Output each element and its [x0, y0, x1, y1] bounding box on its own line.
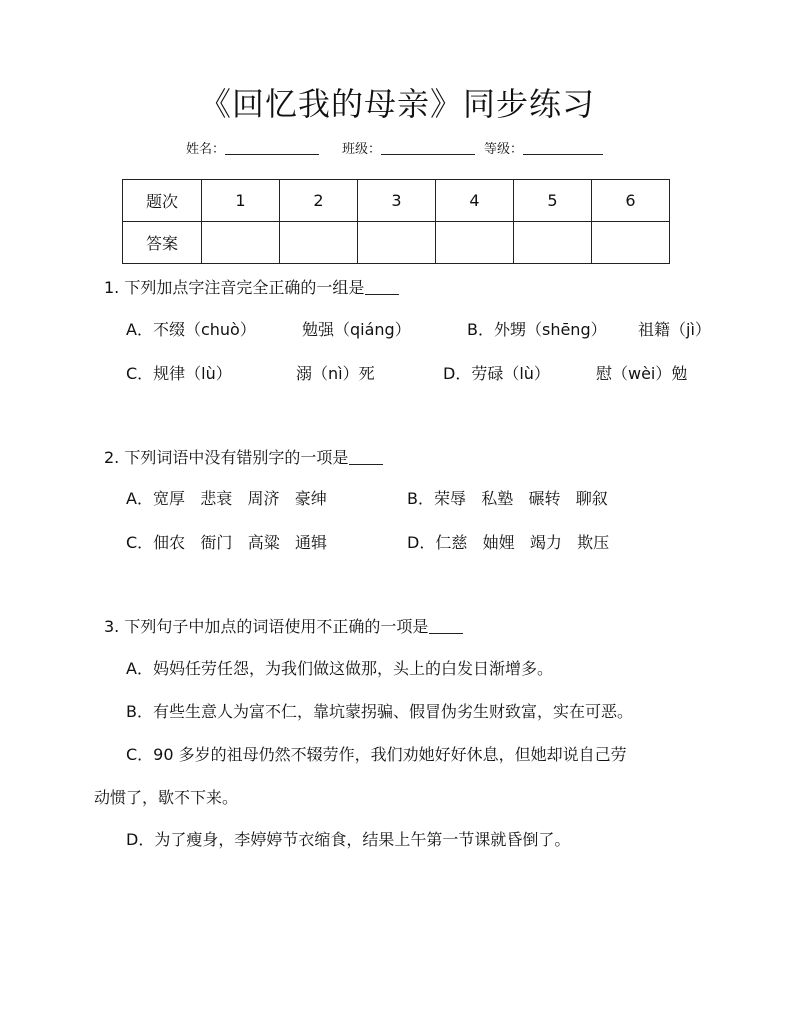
- question-1-text: 1. 下列加点字注音完全正确的一组是: [104, 278, 365, 297]
- q1-option-c: C．规律（lù）: [126, 364, 232, 383]
- question-1-stem: [104, 277, 399, 299]
- grade-blank[interactable]: [523, 140, 603, 155]
- q2-option-a: A．宽厚 悲衰 周济 豪绅: [126, 489, 327, 508]
- q3-option-c-continued: 动惯了，歇不下来。: [94, 788, 239, 807]
- class-label: 班级：: [342, 142, 382, 157]
- answer-cell[interactable]: [280, 222, 358, 264]
- answer-cell[interactable]: [358, 222, 436, 264]
- question-2-text: 2. 下列词语中没有错别字的一项是: [104, 448, 349, 467]
- class-field: [342, 140, 475, 159]
- question-3-stem: [104, 616, 463, 638]
- question-3-answer-blank[interactable]: [429, 617, 463, 634]
- grade-field: [484, 140, 603, 159]
- question-3-text: 3. 下列句子中加点的词语使用不正确的一项是: [104, 617, 429, 636]
- name-blank[interactable]: [225, 140, 319, 155]
- answer-cell[interactable]: [514, 222, 592, 264]
- q2-option-b: B．荣辱 私塾 碾转 聊叙: [407, 489, 608, 508]
- question-number: 2: [280, 180, 358, 222]
- q3-option-a: A．妈妈任劳任怨，为我们做这做那，头上的白发日渐增多。: [126, 659, 553, 678]
- class-blank[interactable]: [381, 140, 475, 155]
- q2-option-c: C．佃农 衙门 高粱 通辑: [126, 533, 327, 552]
- answer-cell[interactable]: [202, 222, 280, 264]
- question-number: 4: [436, 180, 514, 222]
- grade-label: 等级：: [484, 142, 524, 157]
- question-number: 6: [592, 180, 670, 222]
- q1-option-b: B．外甥（shēng）: [467, 320, 607, 339]
- name-field: [186, 140, 319, 159]
- q3-option-c: C．90 多岁的祖母仍然不辍劳作，我们劝她好好休息，但她却说自己劳: [126, 745, 627, 764]
- q1-option-a: A．不缀（chuò）: [126, 320, 256, 339]
- answer-cell[interactable]: [436, 222, 514, 264]
- q1-option-d-2: 慰（wèi）勉: [596, 364, 688, 383]
- row-header-answer: 答案: [123, 222, 202, 264]
- q1-option-a-2: 勉强（qiáng）: [302, 320, 411, 339]
- q3-option-b: B．有些生意人为富不仁，靠坑蒙拐骗、假冒伪劣生财致富，实在可恶。: [126, 702, 633, 721]
- name-label: 姓名：: [186, 142, 226, 157]
- q1-option-b-2: 祖籍（jì）: [638, 320, 711, 339]
- q1-option-c-2: 溺（nì）死: [296, 364, 375, 383]
- question-1-answer-blank[interactable]: [365, 278, 399, 295]
- answer-table: [122, 179, 670, 264]
- row-header-question: 题次: [123, 180, 202, 222]
- page-title: 《回忆我的母亲》同步练习: [198, 85, 595, 123]
- q3-option-d: D．为了瘦身，李婷婷节衣缩食，结果上午第一节课就昏倒了。: [126, 830, 571, 849]
- answer-cell[interactable]: [592, 222, 670, 264]
- question-2-answer-blank[interactable]: [349, 448, 383, 465]
- question-number: 1: [202, 180, 280, 222]
- q1-option-d: D．劳碌（lù）: [443, 364, 550, 383]
- q2-option-d: D．仁慈 妯娌 竭力 欺压: [407, 533, 610, 552]
- question-number: 3: [358, 180, 436, 222]
- answer-table-number-row: [123, 180, 670, 222]
- answer-table-answer-row: [123, 222, 670, 264]
- question-number: 5: [514, 180, 592, 222]
- question-2-stem: [104, 447, 383, 469]
